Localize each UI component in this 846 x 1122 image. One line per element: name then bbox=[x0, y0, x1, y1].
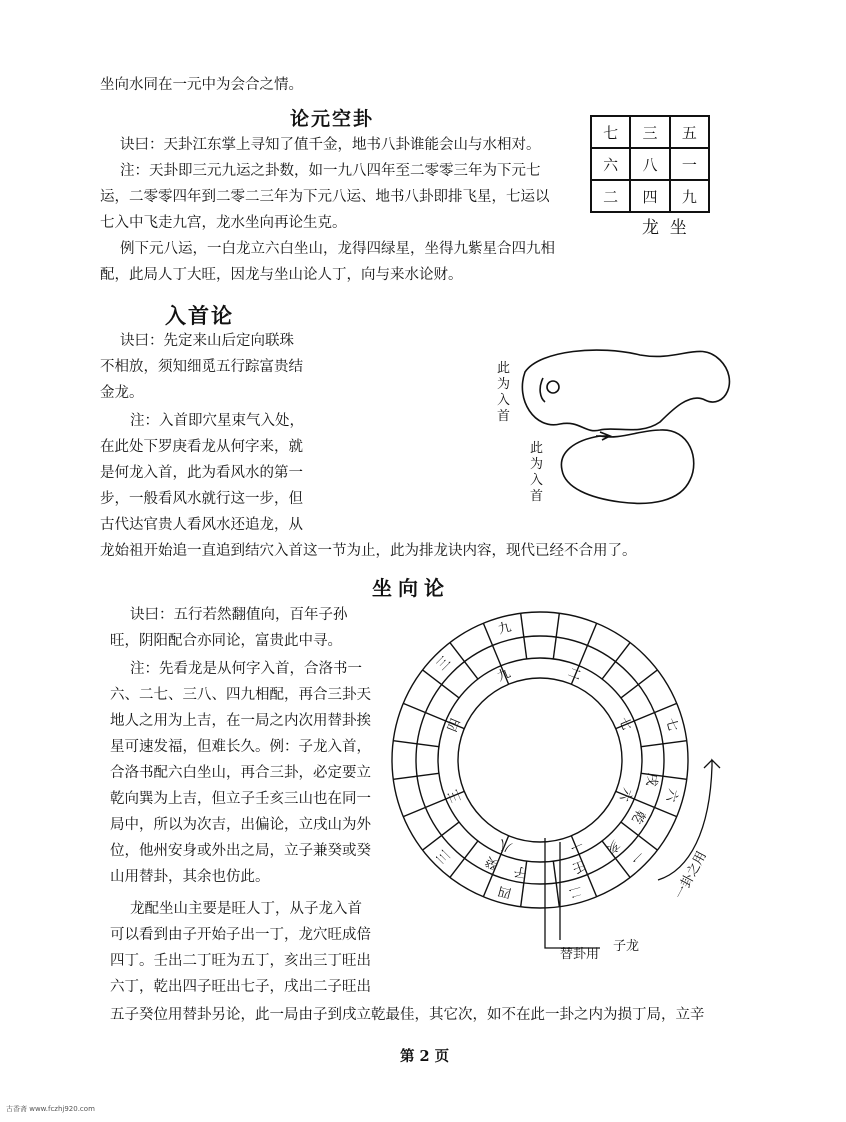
section-title-rushou: 入首论 bbox=[165, 303, 234, 328]
paragraph-line: 是何龙入首，此为看风水的第一 bbox=[100, 465, 303, 481]
wheel-spoke bbox=[403, 799, 445, 817]
outer-ring-label: 一 bbox=[626, 846, 647, 867]
grid-caption: 龙 坐 bbox=[642, 218, 687, 238]
grid-cell: 八 bbox=[630, 148, 669, 180]
paragraph-line: 在此处下罗庚看龙从何字来，就 bbox=[100, 439, 303, 455]
wheel-spoke bbox=[393, 741, 439, 747]
paragraph-line: 诀曰：先定来山后定向联珠 bbox=[120, 333, 294, 349]
paragraph-line: 乾向巽为上吉，但立子壬亥三山也在同一 bbox=[110, 791, 371, 807]
paragraph-line: 六丁，乾出四子旺出七子，戌出二子旺出 bbox=[110, 979, 371, 995]
paragraph-line: 合洛书配六白坐山，再合三卦，必定要立 bbox=[110, 765, 371, 781]
paragraph-line: 六、二七、三八、四九相配，再合三卦天 bbox=[110, 687, 371, 703]
grid-cell: 四 bbox=[630, 180, 669, 212]
paragraph-line: 位，他州安身或外出之局，立子兼癸或癸 bbox=[110, 843, 371, 859]
outer-ring-label: 三 bbox=[433, 653, 454, 674]
paragraph-line: 龙始祖开始追一直追到结穴入首这一节为止，此为排龙诀内容，现代已经不合用了。 bbox=[100, 543, 637, 559]
wheel-spoke bbox=[450, 643, 478, 679]
paragraph-line: 诀曰：天卦江东掌上寻知了值千金，地书八卦谁能会山与水相对。 bbox=[120, 137, 541, 153]
wheel-spoke bbox=[553, 613, 559, 659]
outer-ring-label: 四 bbox=[496, 882, 514, 901]
wheel-spoke bbox=[553, 861, 559, 907]
paragraph-line: 运，二零零四年到二零二三年为下元八运、地书八卦即排飞星，七运以 bbox=[100, 189, 550, 205]
paragraph-line: 五子癸位用替卦另论，此一局由子到戌立乾最佳，其它次，如不在此一卦之内为损丁局，立辛 bbox=[110, 1007, 705, 1023]
paragraph-line: 例下元八运，一白龙立六白坐山，龙得四绿星，坐得九紫星合四九相 bbox=[120, 241, 555, 257]
grid-cell: 二 bbox=[591, 180, 630, 212]
mountain-label: 壬 bbox=[569, 856, 588, 876]
wheel-spoke bbox=[602, 643, 630, 679]
wheel-spoke bbox=[621, 822, 657, 850]
mountain-label: 子 bbox=[512, 862, 529, 880]
label-zilong: 子龙 bbox=[613, 939, 640, 954]
grid-cell: 七 bbox=[591, 116, 630, 148]
paragraph-line: 步，一般看风水就行这一步，但 bbox=[100, 491, 303, 507]
paragraph-line: 龙配坐山主要是旺人丁，从子龙入首 bbox=[130, 901, 362, 917]
paragraph-line: 局中，所以为次吉，出偏论，立戌山为外 bbox=[110, 817, 371, 833]
inner-ring-label: 九 bbox=[495, 665, 513, 685]
paragraph-line: 四丁。壬出二丁旺为五丁，亥出三丁旺出 bbox=[110, 953, 371, 969]
paragraph-line: 金龙。 bbox=[100, 385, 144, 401]
mountain-label: 戌 bbox=[642, 771, 660, 788]
paragraph-line: 古代达官贵人看风水还追龙，从 bbox=[100, 517, 303, 533]
paragraph-line: 注：入首即穴星束气入处， bbox=[130, 413, 304, 429]
grid-cell: 三 bbox=[630, 116, 669, 148]
grid-cell: 六 bbox=[591, 148, 630, 180]
wheel-spoke bbox=[579, 623, 597, 665]
grid-cell: 九 bbox=[670, 180, 709, 212]
outer-ring-label: 二 bbox=[566, 882, 584, 901]
compass-wheel bbox=[392, 612, 688, 908]
paragraph-line: 诀曰：五行若然翻值向，百年子孙 bbox=[130, 607, 348, 623]
inner-ring-label: 七 bbox=[615, 715, 635, 733]
paragraph-line: 地人之用为上吉，在一局之内次用替卦挨 bbox=[110, 713, 371, 729]
wheel-spoke bbox=[423, 670, 459, 698]
outer-ring-label: 三 bbox=[433, 846, 454, 867]
label-entry-2: 此为入首 bbox=[530, 441, 544, 504]
mountain-label: 亥 bbox=[602, 836, 623, 857]
paragraph-line: 注：先看龙是从何字入首，合洛书一 bbox=[130, 661, 362, 677]
inner-ring-label: 二 bbox=[565, 665, 584, 685]
footer-credit: 古香斋 www.fczhj920.com bbox=[6, 1105, 95, 1113]
wheel-spoke bbox=[521, 613, 527, 659]
wheel-spoke bbox=[423, 822, 459, 850]
paragraph-line: 七入中飞走九宫，龙水坐向再论生克。 bbox=[100, 215, 347, 231]
grid-cell: 一 bbox=[670, 148, 709, 180]
inner-ring-label: 六 bbox=[615, 785, 635, 804]
paragraph-line: 旺，阴阳配合亦同论，富贵此中寻。 bbox=[110, 633, 342, 649]
wheel-spoke bbox=[403, 703, 445, 721]
inner-ring-label: 四 bbox=[445, 716, 465, 735]
top-line: 坐向水同在一元中为会合之情。 bbox=[100, 77, 303, 93]
outer-ring-label: 七 bbox=[662, 716, 681, 734]
wheel-spoke bbox=[621, 670, 657, 698]
wheel-spoke bbox=[393, 773, 439, 779]
paragraph-line: 不相放，须知细觅五行踪富贵结 bbox=[100, 359, 303, 375]
mountain-label: 乾 bbox=[628, 807, 648, 826]
section-title-zuoxiang: 坐向论 bbox=[372, 576, 450, 600]
outer-ring-label: 九 bbox=[496, 619, 514, 638]
grid-cell: 五 bbox=[670, 116, 709, 148]
inner-ring-label: 三 bbox=[445, 787, 465, 805]
section-title-yuankong: 论元空卦 bbox=[290, 108, 375, 130]
wheel-spoke bbox=[641, 741, 687, 747]
label-tigua: 替卦用 bbox=[560, 947, 600, 962]
wheel-spoke bbox=[450, 841, 478, 877]
paragraph-line: 配，此局人丁大旺，因龙与坐山论人丁，向与来水论财。 bbox=[100, 267, 463, 283]
mountain-label: 癸 bbox=[483, 852, 502, 872]
inner-ring-label: 一 bbox=[567, 835, 585, 855]
label-entry-1: 此为入首 bbox=[497, 361, 511, 424]
paragraph-line: 星可速发福，但难长久。例：子龙入首， bbox=[110, 739, 371, 755]
paragraph-line: 可以看到由子开始子出一丁，龙穴旺成倍 bbox=[110, 927, 371, 943]
inner-ring-label: 八 bbox=[496, 835, 515, 855]
label-yigua: 一卦之用 bbox=[672, 848, 710, 902]
dragon-head-sketch bbox=[522, 350, 729, 503]
paragraph-line: 注：天卦即三元九运之卦数，如一九八四年至二零零三年为下元七 bbox=[120, 163, 541, 179]
page-number: 第 2 页 bbox=[400, 1048, 450, 1065]
paragraph-line: 山用替卦，其余也仿此。 bbox=[110, 869, 270, 885]
outer-ring-label: 六 bbox=[662, 786, 681, 804]
